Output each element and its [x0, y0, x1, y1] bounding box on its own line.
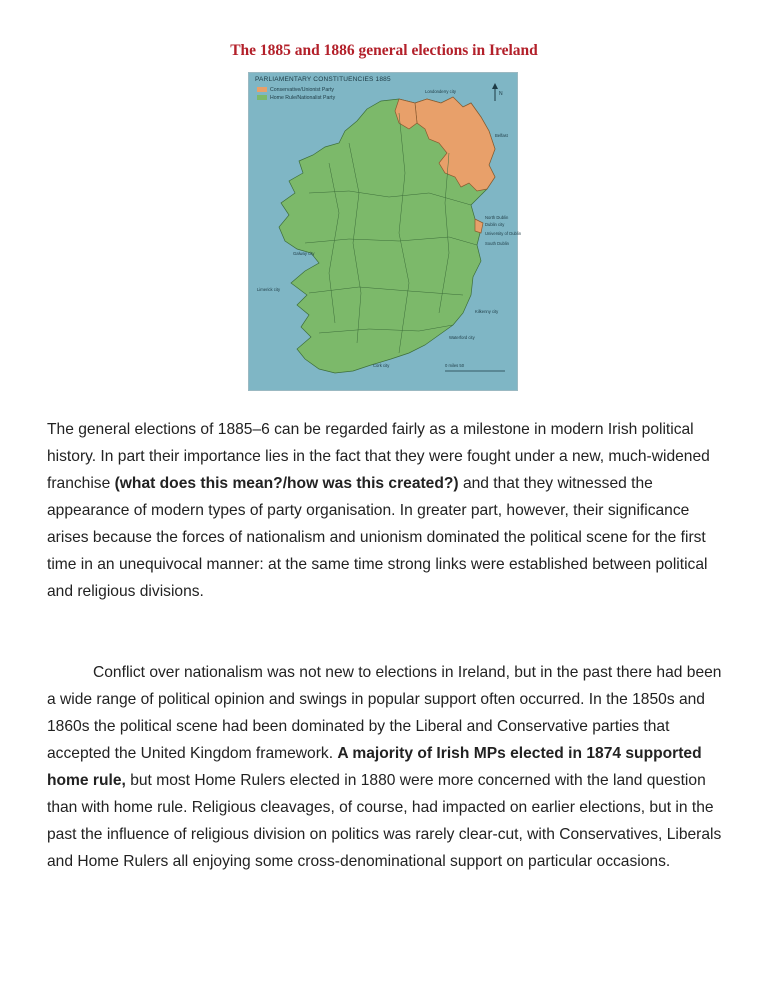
page-title: The 1885 and 1886 general elections in Ireland [230, 42, 538, 59]
cork-city-label: Cork city [373, 363, 390, 368]
belfast-label: Belfast [495, 133, 508, 138]
constituency-map [248, 72, 522, 391]
dublin-city-label: Dublin city [485, 222, 505, 227]
south-dublin-label: South Dublin [485, 241, 509, 246]
paragraph-1-text-a: The general elections of 1885–6 can be regarded fairly as a milestone in modern Irish political history. In part their importance lies in the fact that they were fought under a new, much-widened franchise [47, 421, 710, 492]
legend-swatch-nationalist [257, 95, 267, 100]
university-label: University of Dublin [485, 231, 522, 236]
londonderry-label: Londonderry city [425, 89, 456, 94]
kilkenny-city-label: Kilkenny city [475, 309, 499, 314]
ireland-map-graphic [249, 73, 522, 390]
scale-label: 0 miles 50 [445, 363, 465, 368]
legend-label-unionist: Conservative/Unionist Party [270, 87, 335, 93]
paragraph-2-highlight: A majority of Irish MPs elected in 1874 supported home rule, [47, 745, 702, 789]
galway-city-label: Galway city [293, 251, 315, 256]
legend-swatch-unionist [257, 87, 267, 92]
paragraph-2 [47, 659, 723, 875]
limerick-city-label: Limerick city [257, 287, 281, 292]
legend-label-nationalist: Home Rule/Nationalist Party [270, 95, 336, 101]
paragraph-1 [47, 416, 723, 605]
legend-item-unionist [257, 87, 334, 93]
paragraph-1-question: (what does this mean?/how was this created?) [114, 475, 459, 492]
north-arrow-icon [492, 83, 498, 101]
south-dublin-area [475, 219, 483, 233]
legend-item-nationalist [257, 95, 335, 101]
map-heading: PARLIAMENTARY CONSTITUENCIES 1885 [255, 76, 391, 83]
waterford-city-label: Waterford city [449, 335, 475, 340]
paragraph-2-text-c: but most Home Rulers elected in 1880 were more concerned with the land question than with home rule. Religious cleavages, of course, had impacted on earlier elections, but in the past the influence of religious division on politics was rarely clear-cut, with Conservatives, Liberals and Home Rulers all enjoying some cross-denominational support on particular occasions. [47, 772, 722, 870]
paragraph-1-text-c: and that they witnessed the appearance of modern types of party organisation. In greater part, however, their significance arises because the forces of nationalism and unionism dominated the political scene for the first time in an unequivocal manner: at the same time strong links were established between political and religious divisions. [47, 475, 708, 600]
north-label: N [499, 91, 503, 97]
paragraph-2-text-a: Conflict over nationalism was not new to elections in Ireland, but in the past there had been a wide range of political opinion and swings in popular support often occurred. In the 1850s and 1860s the political scene had been dominated by the Liberal and Conservative parties that accepted the United Kingdom framework. [47, 664, 722, 762]
north-dublin-label: North Dublin [485, 215, 509, 220]
